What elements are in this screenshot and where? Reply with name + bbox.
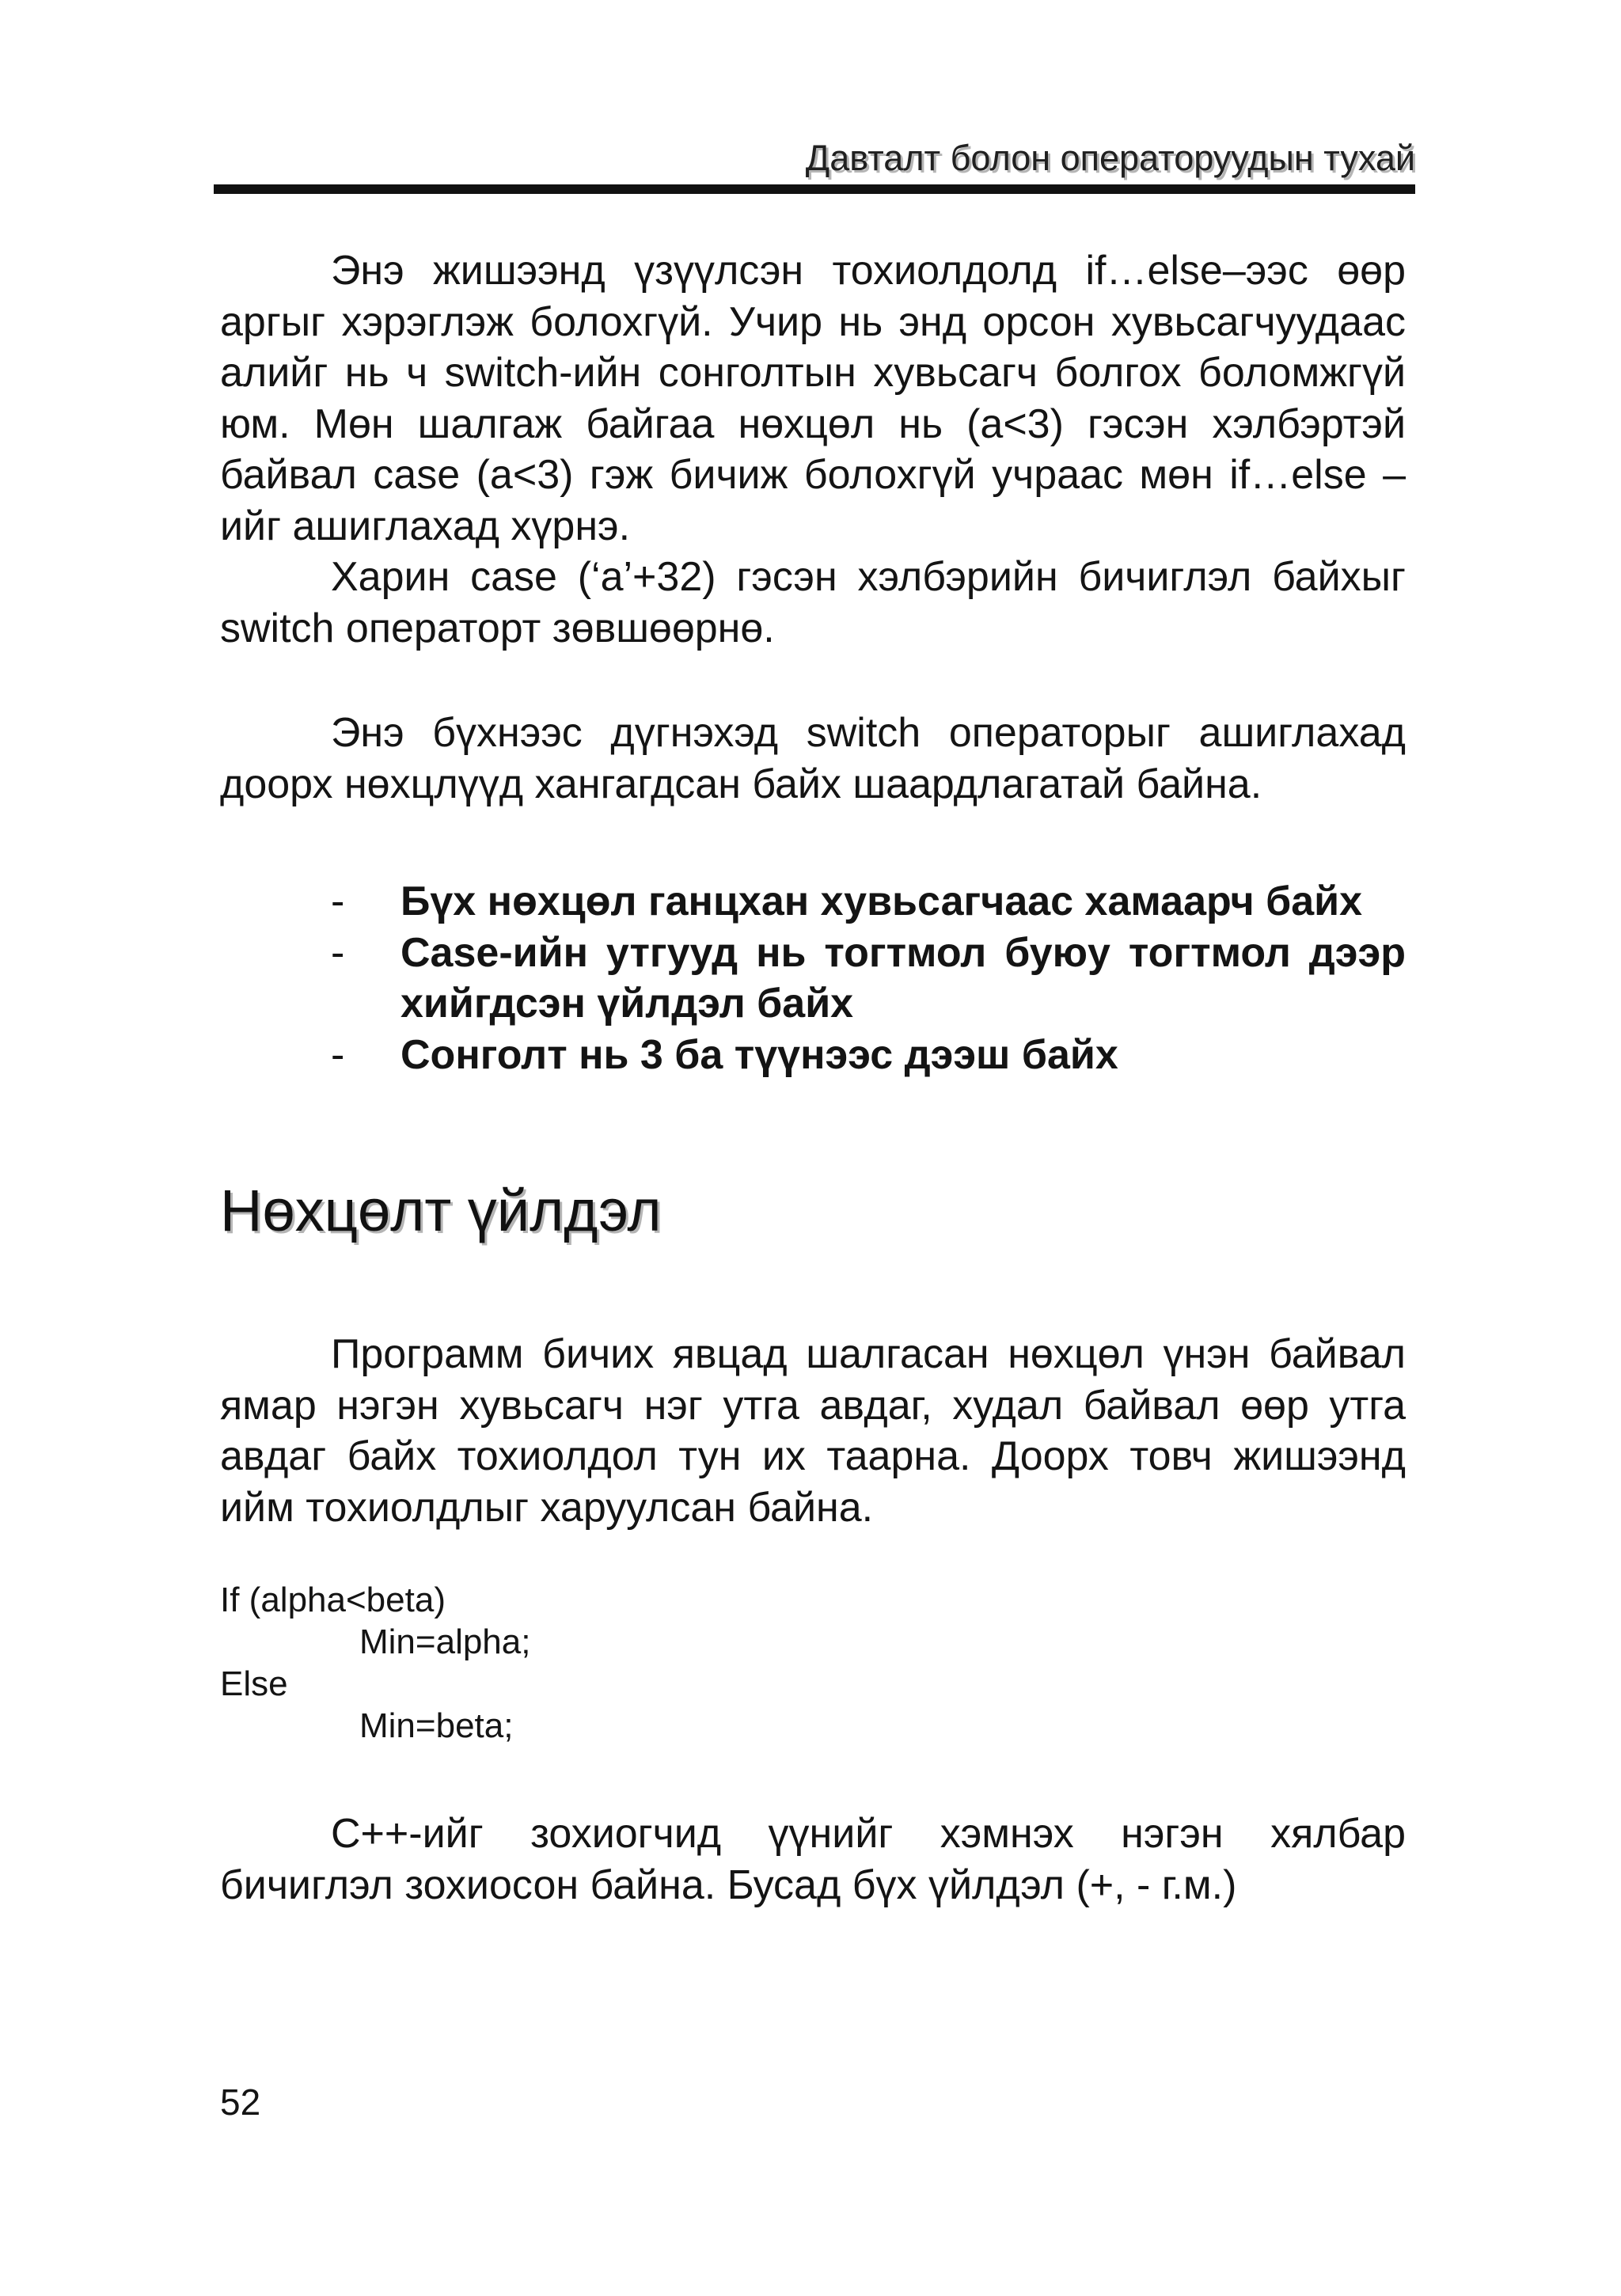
list-dash: -: [331, 929, 345, 976]
spacer: [220, 654, 1406, 708]
page-content: [220, 245, 1406, 1911]
code-line: Min=beta;: [359, 1706, 514, 1745]
list-item-text: Case-ийн утгууд нь тогтмол буюу тогтмол дээр хийгдсэн үйлдэл байх: [401, 929, 1406, 1027]
header-rule: [214, 184, 1415, 194]
spacer: [220, 1747, 1406, 1808]
requirements-list: [220, 876, 1406, 1080]
code-line: If (alpha<beta): [220, 1581, 446, 1619]
spacer: [220, 1080, 1406, 1175]
list-item-text: Бүх нөхцөл ганцхан хувьсагчаас хамаарч байх: [401, 879, 1363, 924]
list-dash: -: [331, 879, 345, 924]
code-line: Min=alpha;: [359, 1622, 531, 1661]
running-header: Давталт болон операторуудын тухай: [805, 138, 1415, 178]
page-number: 52: [220, 2082, 261, 2123]
list-item: [331, 876, 1406, 928]
section-title: Нөхцөлт үйлдэл: [220, 1178, 662, 1243]
spacer: [220, 810, 1406, 876]
list-item-text: Сонголт нь 3 ба түүнээс дээш байх: [401, 1031, 1118, 1078]
paragraph-cpp-shorthand: С++-ийг зохиогчид үүнийг хэмнэх нэгэн хялбар бичиглэл зохиосон байна. Бусад бүх үйлдэл (+, - г.м.): [220, 1811, 1406, 1908]
paragraph-conditional-intro: Программ бичих явцад шалгасан нөхцөл үнэн байвал ямар нэгэн хувьсагч нэг утга авдаг, худал байвал өөр утга авдаг байх тохиолдол тун их таарна. Доорх товч жишээнд ийм тохиолдлыг харуулсан байна.: [220, 1331, 1406, 1531]
list-dash: -: [331, 1031, 345, 1078]
paragraph-switch-conditions: Энэ бүхнээс дүгнэхэд switch операторыг ашиглахад доорх нөхцлүүд хангагдсан байх шаардлагатай байна.: [220, 710, 1406, 807]
list-item: [331, 928, 1406, 1030]
spacer: [220, 1247, 1406, 1329]
code-example: [220, 1579, 1406, 1747]
paragraph-case-expression: Харин case (‘a’+32) гэсэн хэлбэрийн бичиглэл байхыг switch операторт зөвшөөрнө.: [220, 554, 1406, 651]
spacer: [220, 1533, 1406, 1579]
code-line: Else: [220, 1664, 288, 1703]
list-item: [331, 1030, 1406, 1081]
paragraph-if-else-explanation: Энэ жишээнд үзүүлсэн тохиолдолд if…else–ээс өөр аргыг хэрэглэж болохгүй. Учир нь энд орсон хувьсагчуудаас алийг нь ч switch-ийн сонголтын хувьсагч болгох боломжгүй юм. Мөн шалгаж байгаа нөхцөл нь (a<3) гэсэн хэлбэртэй байвал case (a<3) гэж бичиж болохгүй учраас мөн if…else –ийг ашиглахад хүрнэ.: [220, 248, 1406, 549]
